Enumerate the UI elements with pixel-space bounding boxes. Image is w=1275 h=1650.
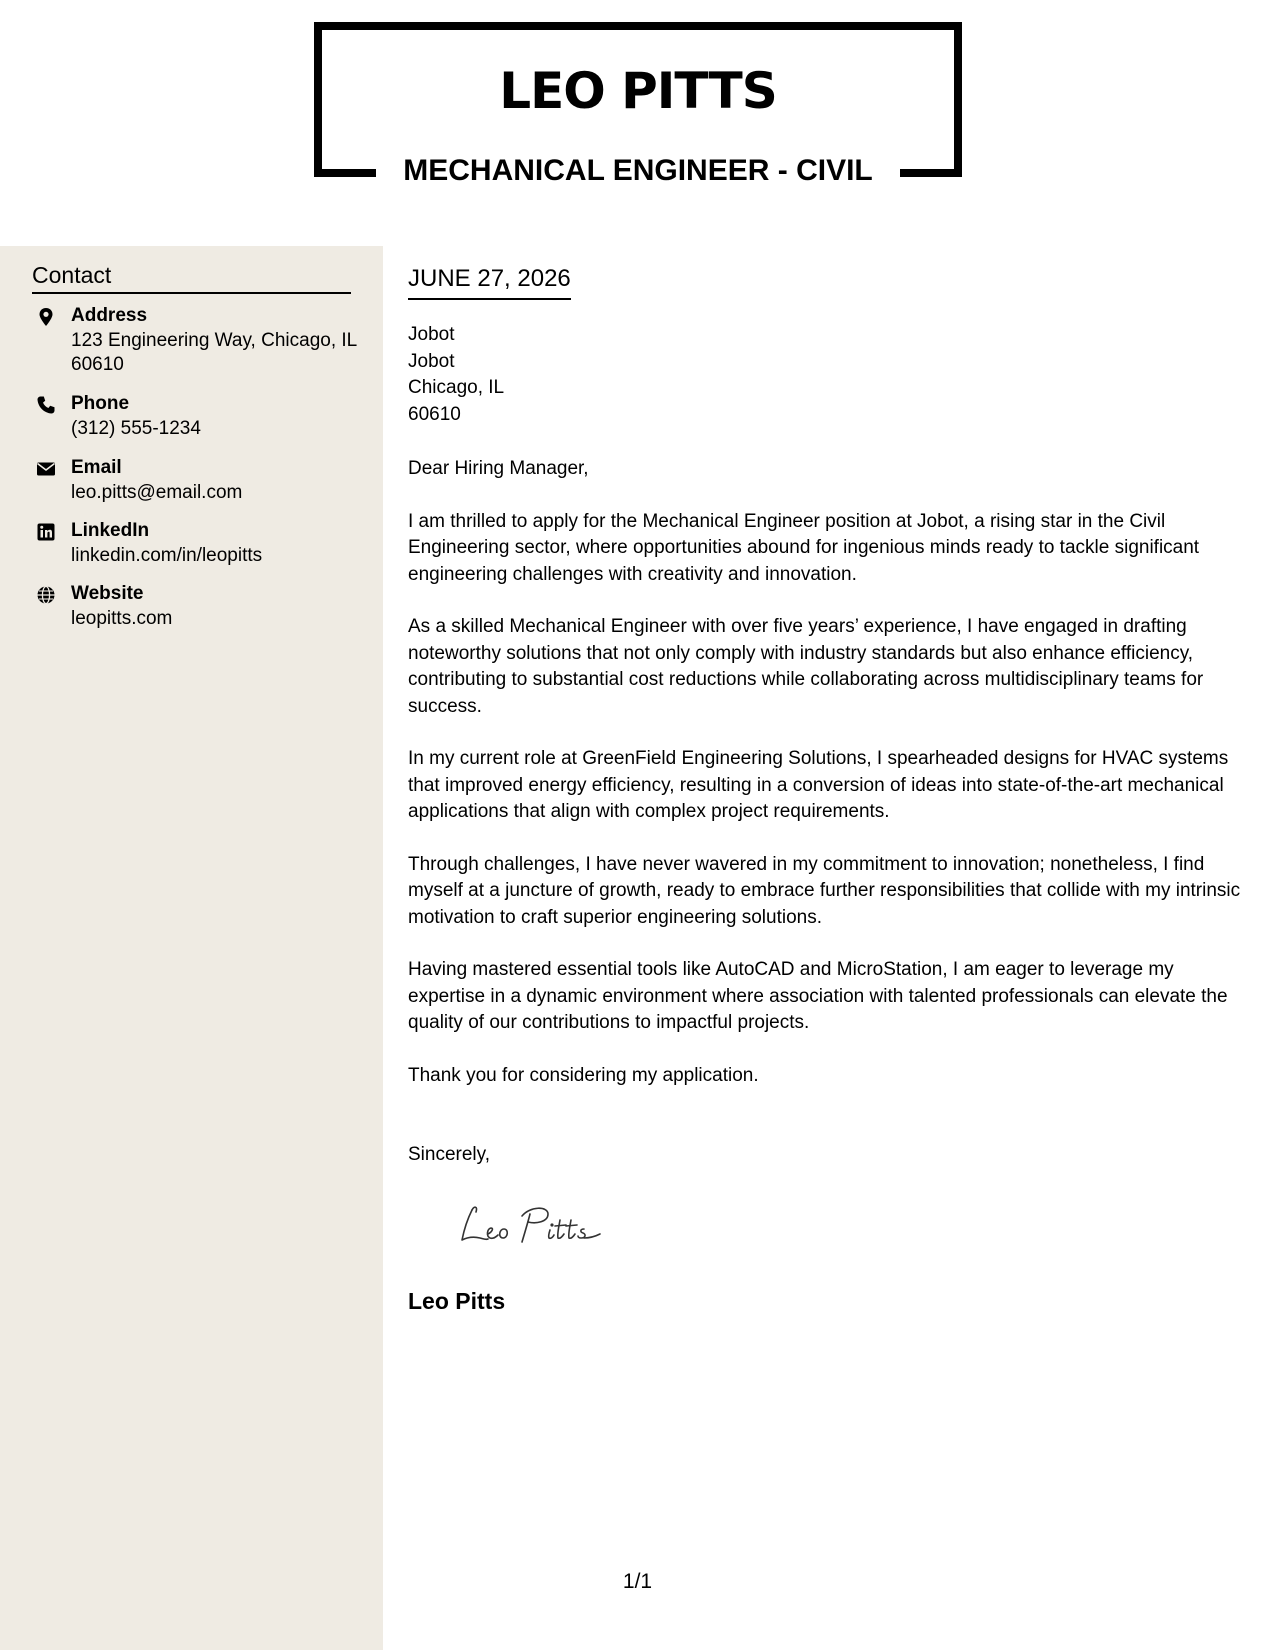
map-pin-icon [36, 307, 56, 327]
letter-body [408, 456, 1253, 1115]
job-title: MECHANICAL ENGINEER - CIVIL [403, 154, 873, 187]
body-paragraph: Through challenges, I have never wavered in my commitment to innovation; nonetheless, I find myself at a juncture of growth, ready to embrace further responsibilities that collide with my intrinsic motivation to craft superior engineering solutions. [408, 853, 1241, 928]
body-paragraph: Having mastered essential tools like AutoCAD and MicroStation, I am eager to leverage my expertise in a dynamic environment where association with talented professionals can elevate the quality of our contributions to impactful projects. [408, 959, 1228, 1033]
contact-value: 123 Engineering Way, Chicago, IL 60610 [71, 330, 357, 375]
salutation: Dear Hiring Manager, [408, 458, 589, 479]
body-paragraph: Thank you for considering my application. [408, 1064, 759, 1086]
recipient-line: 60610 [408, 403, 461, 425]
body-paragraph: I am thrilled to apply for the Mechanical Engineer position at Jobot, a rising star in the Civil Engineering sector, where opportunities abound for ingenious minds ready to tackle significant engineering challenges with creativity and innovation. [408, 510, 1200, 585]
contact-heading: Contact [32, 260, 351, 294]
letter-date: JUNE 27, 2026 [408, 264, 571, 300]
applicant-name: LEO PITTS [499, 62, 777, 120]
sidebar [0, 246, 383, 1650]
contact-value: leopitts.com [71, 608, 173, 629]
globe-icon [36, 585, 56, 605]
body-paragraph: As a skilled Mechanical Engineer with over five years’ experience, I have engaged in drafting noteworthy solutions that not only comply with industry standards but also enhance efficiency, contributing to substantial cost reductions while collaborating across multidisciplinary teams for success. [408, 616, 1204, 717]
contact-value: linkedin.com/in/leopitts [71, 545, 263, 566]
signature-image [458, 1196, 628, 1256]
contact-label: Website [71, 583, 144, 604]
recipient-line: Jobot [408, 324, 455, 345]
contact-label: Phone [71, 393, 130, 414]
closing: Sincerely, [408, 1144, 491, 1165]
recipient-block [408, 322, 504, 428]
body-paragraph: In my current role at GreenField Engineering Solutions, I spearheaded designs for HVAC systems that improved energy efficiency, resulting in a conversion of ideas into state-of-the-art mechanical applications that align with complex project requirements. [408, 748, 1229, 822]
contact-value: (312) 555-1234 [71, 418, 201, 439]
phone-icon [36, 395, 56, 415]
contact-label: Email [71, 457, 122, 478]
linkedin-icon [36, 522, 56, 542]
contact-label: LinkedIn [71, 520, 150, 541]
page-number: 1/1 [622, 1570, 653, 1593]
envelope-icon [36, 459, 56, 479]
contact-value: leo.pitts@email.com [71, 482, 243, 503]
recipient-line: Jobot [408, 350, 455, 372]
recipient-line: Chicago, IL [408, 377, 505, 398]
contact-label: Address [71, 305, 148, 326]
signer-name: Leo Pitts [408, 1288, 506, 1314]
